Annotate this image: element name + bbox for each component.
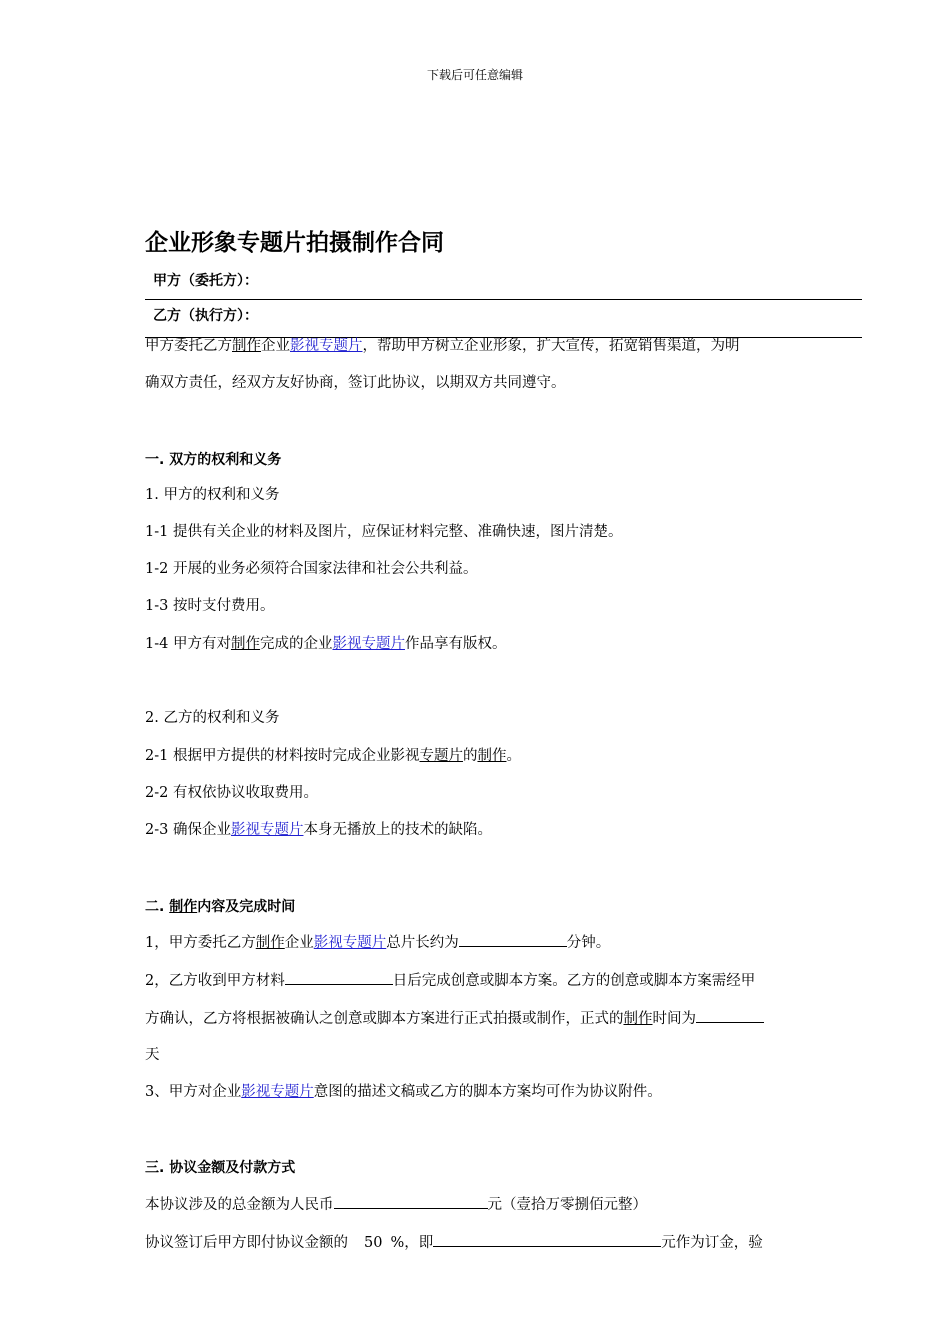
section-1-sub-a: 1. 甲方的权利和义务 bbox=[145, 487, 280, 503]
text: 协议签订后甲方即付协议金额的 bbox=[145, 1235, 348, 1251]
clause-1-2: 1-2 开展的业务必须符合国家法律和社会公共利益。 bbox=[145, 561, 478, 577]
text: 1-4 甲方有对 bbox=[145, 636, 231, 652]
text: 意图的描述文稿或乙方的脚本方案均可作为协议附件。 bbox=[313, 1084, 662, 1100]
link-yingshi-zhuantipian[interactable]: 影视专题片 bbox=[290, 338, 363, 354]
keyword-zhizuo: 制作 bbox=[230, 636, 260, 652]
text: 企业 bbox=[261, 338, 290, 354]
page-header-note: 下载后可任意编辑 bbox=[426, 68, 523, 82]
section-1-heading: 一. 双方的权利和义务 bbox=[145, 452, 282, 468]
clause-1-3: 1-3 按时支付费用。 bbox=[145, 598, 275, 614]
intro-line-1 bbox=[145, 336, 740, 356]
blank-production-time[interactable] bbox=[696, 1008, 764, 1023]
text: 完成的企业 bbox=[259, 636, 333, 652]
text: 元（壹拾万零捌佰元整） bbox=[487, 1197, 647, 1213]
text: 甲方委托乙方 bbox=[145, 338, 232, 354]
document-title: 企业形象专题片拍摄制作合同 bbox=[145, 230, 444, 256]
text: 作品享有版权。 bbox=[404, 636, 507, 652]
clause-2-1 bbox=[145, 746, 521, 766]
text: 企业 bbox=[284, 935, 314, 951]
text: %，即 bbox=[390, 1235, 434, 1251]
text: 。 bbox=[506, 748, 521, 764]
text: 日后完成创意或脚本方案。乙方的创意或脚本方案需经甲 bbox=[392, 973, 756, 989]
party-a-line bbox=[145, 299, 862, 300]
text: 1，甲方委托乙方 bbox=[145, 935, 256, 951]
section-2-heading bbox=[145, 896, 295, 916]
keyword-zhizuo: 制作 bbox=[169, 899, 198, 915]
clause-ii-2-line-1 bbox=[145, 970, 755, 991]
text: 本身无播放上的技术的缺陷。 bbox=[303, 822, 492, 838]
link-yingshi-zhuantipian[interactable]: 影视专题片 bbox=[313, 935, 387, 951]
text: 时间为 bbox=[652, 1011, 696, 1027]
intro-line-2: 确双方责任，经双方友好协商，签订此协议，以期双方共同遵守。 bbox=[145, 375, 566, 391]
section-1-sub-b: 2. 乙方的权利和义务 bbox=[145, 710, 280, 726]
text: 2-1 根据甲方提供的材料按时完成企业影视 bbox=[145, 748, 420, 764]
blank-deposit-amount[interactable] bbox=[433, 1232, 661, 1247]
party-a-label: 甲方（委托方）： bbox=[153, 273, 258, 289]
link-yingshi-zhuantipian[interactable]: 影视专题片 bbox=[230, 822, 304, 838]
text: 内容及完成时间 bbox=[197, 899, 296, 915]
text: 二. bbox=[145, 899, 170, 915]
clause-1-1: 1-1 提供有关企业的材料及图片，应保证材料完整、准确快速，图片清楚。 bbox=[145, 524, 623, 540]
clause-1-4 bbox=[145, 634, 506, 654]
text: 2，乙方收到甲方材料 bbox=[145, 973, 285, 989]
clause-ii-3 bbox=[145, 1082, 662, 1102]
text: 方确认，乙方将根据被确认之创意或脚本方案进行正式拍摄或制作，正式的 bbox=[145, 1011, 624, 1027]
text: 的 bbox=[462, 748, 478, 764]
keyword-zhizuo: 制作 bbox=[477, 748, 507, 764]
keyword-zhizuo: 制作 bbox=[255, 935, 285, 951]
link-yingshi-zhuantipian[interactable]: 影视专题片 bbox=[241, 1084, 314, 1100]
party-b-label: 乙方（执行方）： bbox=[153, 308, 258, 324]
clause-2-3 bbox=[145, 820, 492, 840]
text: 分钟。 bbox=[566, 935, 611, 951]
text: 本协议涉及的总金额为人民币 bbox=[145, 1197, 334, 1213]
deposit-percent: 50 bbox=[364, 1235, 383, 1251]
text: 3、甲方对企业 bbox=[145, 1084, 242, 1100]
text: 总片长约为 bbox=[386, 935, 459, 951]
clause-iii-1 bbox=[145, 1194, 647, 1215]
blank-duration[interactable] bbox=[459, 932, 567, 947]
clause-ii-1 bbox=[145, 932, 610, 953]
blank-total-amount[interactable] bbox=[334, 1194, 488, 1209]
keyword-zhuantipian: 专题片 bbox=[419, 748, 463, 764]
blank-material-days[interactable] bbox=[285, 970, 393, 985]
keyword-zhizuo: 制作 bbox=[623, 1011, 653, 1027]
clause-iii-2 bbox=[145, 1232, 763, 1253]
keyword-zhizuo: 制作 bbox=[232, 338, 261, 354]
link-yingshi-zhuantipian[interactable]: 影视专题片 bbox=[332, 636, 405, 652]
text: 2-3 确保企业 bbox=[145, 822, 231, 838]
clause-ii-2-line-3: 天 bbox=[145, 1047, 160, 1063]
section-3-heading: 三. 协议金额及付款方式 bbox=[145, 1160, 296, 1176]
clause-ii-2-line-2 bbox=[145, 1008, 764, 1029]
clause-2-2: 2-2 有权依协议收取费用。 bbox=[145, 785, 318, 801]
text: ，帮助甲方树立企业形象，扩大宣传，拓宽销售渠道，为明 bbox=[362, 338, 740, 354]
text: 元作为订金，验 bbox=[661, 1235, 763, 1251]
